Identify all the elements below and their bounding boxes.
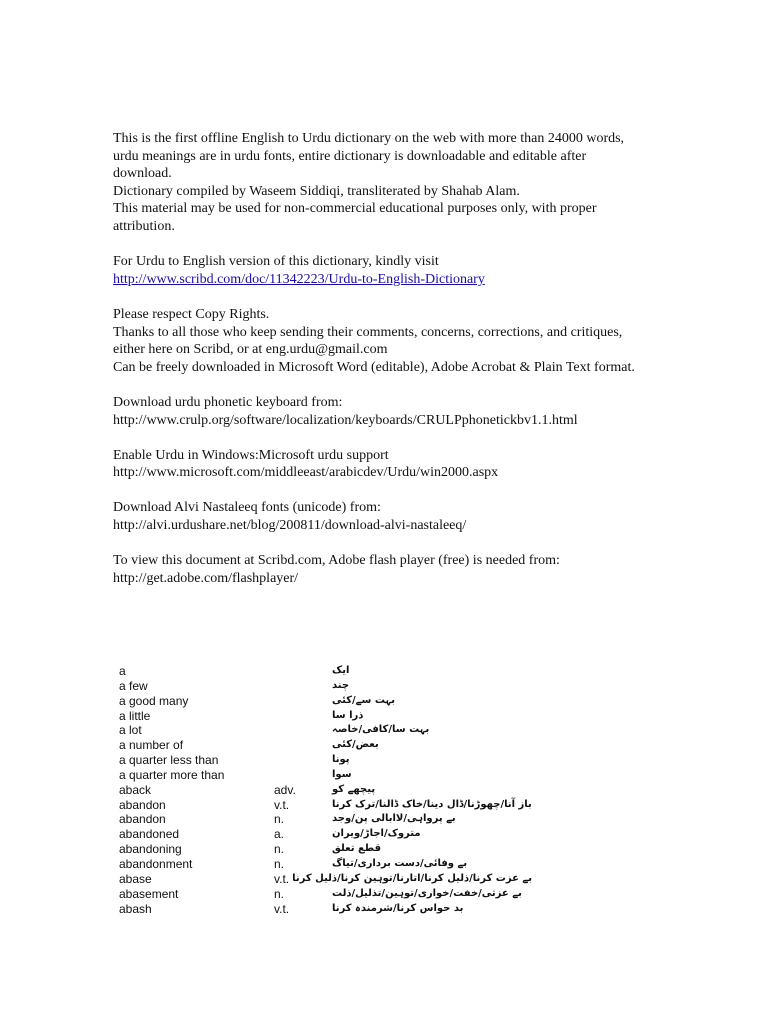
urdu-meaning: باز آنا/چھوڑنا/ڈال دینا/خاک ڈالنا/ترک کرنا: [332, 798, 532, 810]
dictionary-row: [119, 694, 539, 709]
dictionary-row: [119, 783, 539, 798]
dictionary-row: [119, 842, 539, 857]
dictionary-word: abandoned: [119, 827, 180, 842]
part-of-speech: v.t.: [274, 871, 290, 886]
urdu-meaning: بہت سے/کئی: [332, 694, 396, 706]
dictionary-word: aback: [119, 782, 152, 797]
dictionary-word: abasement: [119, 886, 179, 901]
dictionary-word: a number of: [119, 738, 184, 753]
urdu-meaning: چند: [332, 679, 350, 691]
urdu-meaning: سوا: [332, 768, 352, 780]
fonts-label: Download Alvi Nastaleeq fonts (unicode) from:: [113, 500, 381, 516]
dictionary-row: [119, 709, 539, 724]
dictionary-word: a: [119, 664, 126, 678]
urdu-meaning: بے عزتی/خفت/خواری/توہین/تذلیل/ذلت: [332, 887, 522, 899]
keyboard-label: Download urdu phonetic keyboard from:: [113, 394, 343, 410]
dictionary-word: abase: [119, 871, 152, 886]
dictionary-row: [119, 664, 539, 679]
part-of-speech: a.: [274, 827, 285, 842]
dictionary-word: a quarter less than: [119, 753, 219, 768]
urdu-meaning: بد حواس کرنا/شرمندہ کرنا: [332, 902, 464, 914]
dictionary-word: a quarter more than: [119, 767, 225, 782]
thanks-text: Thanks to all those who keep sending their comments, concerns, corrections, and critiques, either here on Scribd, or at eng.urdu@gmail.com: [113, 324, 623, 358]
compiler-credit: Dictionary compiled by Waseem Siddiqi, transliterated by Shahab Alam.: [113, 183, 520, 199]
part-of-speech: n.: [274, 856, 285, 871]
dictionary-row: [119, 827, 539, 842]
dictionary-row: [119, 857, 539, 872]
flash-url: http://get.adobe.com/flashplayer/: [113, 570, 299, 586]
dictionary-row: [119, 679, 539, 694]
dictionary-row: [119, 812, 539, 827]
dictionary-word: abandon: [119, 797, 166, 812]
dictionary-row: [119, 768, 539, 783]
dictionary-table: [119, 664, 539, 916]
dictionary-word: abandoning: [119, 842, 182, 857]
dictionary-word: a few: [119, 678, 148, 693]
dictionary-word: abandon: [119, 812, 166, 827]
dictionary-word: abash: [119, 901, 152, 916]
intro-description: This is the first offline English to Urdu dictionary on the web with more than 24000 words, urdu meanings are in urdu fonts, entire dictionary is downloadable and editable after download.: [113, 131, 625, 182]
dictionary-row: [119, 887, 539, 902]
dictionary-word: a little: [119, 708, 151, 723]
intro-section: [113, 130, 643, 587]
copyright-notice: Please respect Copy Rights.: [113, 306, 270, 322]
dictionary-word: a good many: [119, 693, 189, 708]
urdu-meaning: متروک/اجاڑ/ویران: [332, 828, 421, 840]
fonts-url: http://alvi.urdushare.net/blog/200811/download-alvi-nastaleeq/: [113, 518, 467, 534]
dictionary-row: [119, 902, 539, 917]
urdu-meaning: بے وفائی/دست برداری/تیاگ: [332, 857, 468, 869]
urdu-meaning: پونا: [332, 754, 350, 766]
part-of-speech: v.t.: [274, 901, 290, 916]
dictionary-row: [119, 723, 539, 738]
formats-text: Can be freely downloaded in Microsoft Word (editable), Adobe Acrobat & Plain Text format.: [113, 359, 635, 375]
urdu-meaning: پیچھے کو: [332, 783, 376, 795]
dictionary-word: a lot: [119, 723, 142, 738]
part-of-speech: n.: [274, 886, 285, 901]
keyboard-url: http://www.crulp.org/software/localization/keyboards/CRULPphonetickbv1.1.html: [113, 412, 578, 428]
dictionary-word: abandonment: [119, 856, 193, 871]
enable-urdu-label: Enable Urdu in Windows:Microsoft urdu support: [113, 447, 389, 463]
dictionary-row: [119, 798, 539, 813]
usage-notice: This material may be used for non-commercial educational purposes only, with proper attribution.: [113, 201, 597, 234]
part-of-speech: v.t.: [274, 797, 290, 812]
urdu-meaning: بہت سا/کافی/خاصہ: [332, 724, 430, 736]
enable-urdu-url: http://www.microsoft.com/middleeast/arabicdev/Urdu/win2000.aspx: [113, 465, 499, 481]
part-of-speech: n.: [274, 812, 285, 827]
urdu-meaning: ذرا سا: [332, 709, 364, 721]
urdu-meaning: ایک: [332, 665, 350, 676]
urdu-meaning: بے پرواہی/لاابالی پن/وجد: [332, 813, 456, 825]
part-of-speech: n.: [274, 842, 285, 857]
urdu-meaning: قطع تعلق: [332, 843, 382, 855]
urdu-meaning: بعض/کئی: [332, 739, 379, 751]
flash-label: To view this document at Scribd.com, Adobe flash player (free) is needed from:: [113, 553, 560, 569]
part-of-speech: adv.: [274, 782, 296, 797]
urdu-meaning: بے عزت کرنا/ذلیل کرنا/اتارنا/توہین کرنا/ذلیل کرنا: [292, 872, 532, 884]
dictionary-row: [119, 753, 539, 768]
dictionary-row: [119, 738, 539, 753]
visit-text: For Urdu to English version of this dictionary, kindly visit: [113, 254, 439, 270]
urdu-to-english-link[interactable]: http://www.scribd.com/doc/11342223/Urdu-to-English-Dictionary: [113, 271, 485, 287]
dictionary-row: [119, 872, 539, 887]
